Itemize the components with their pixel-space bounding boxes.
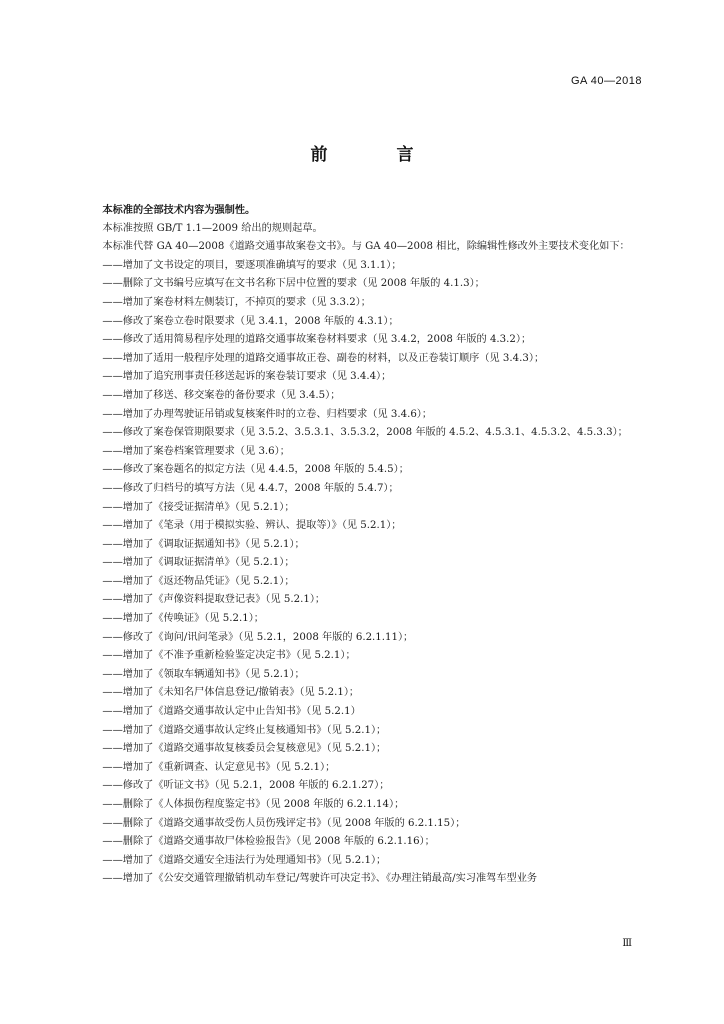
change-item: ——增加了《笔录（用于模拟实验、辨认、提取等）》（见 5.2.1）；	[102, 520, 402, 532]
paragraph-replacement: 本标准代替 GA 40—2008《道路交通事故案卷文书》。与 GA 40—2008 相比，除编辑性修改外主要技术变化如下：	[102, 241, 630, 253]
change-item: ——修改了案卷立卷时限要求（见 3.4.1，2008 年版的 4.3.1）；	[102, 315, 399, 327]
change-item: ——增加了案卷材料左侧装订，不掉页的要求（见 3.3.2）；	[102, 296, 371, 308]
change-item: ——修改了《询问/讯问笔录》（见 5.2.1，2008 年版的 6.2.1.11）；	[102, 631, 414, 643]
change-item: ——增加了《公安交通管理撤销机动车登记/驾驶许可决定书》、《办理注销最高/实习准驾车型业务	[102, 873, 538, 885]
change-item: ——修改了适用简易程序处理的道路交通事故案卷材料要求（见 3.4.2，2008 年版的 4.3.2）；	[102, 334, 532, 346]
change-item: ——增加了追究刑事责任移送起诉的案卷装订要求（见 3.4.4）；	[102, 371, 392, 383]
change-item: ——增加了《返还物品凭证》（见 5.2.1）；	[102, 575, 295, 587]
standard-code: GA 40—2018	[570, 75, 642, 87]
change-item: ——增加了移送、移交案卷的备份要求（见 3.4.5）；	[102, 389, 341, 401]
change-item: ——删除了《道路交通事故尸体检验报告》（见 2008 年版的 6.2.1.16）；	[102, 836, 435, 848]
change-item: ——增加了《未知名尸体信息登记/撤销表》（见 5.2.1）；	[102, 687, 360, 699]
change-item: ——增加了《道路交通事故复核委员会复核意见》（见 5.2.1）；	[102, 743, 387, 755]
page-number: Ⅲ	[622, 938, 632, 949]
change-item: ——修改了《听证文书》（见 5.2.1，2008 年版的 6.2.1.27）；	[102, 780, 390, 792]
change-item: ——增加了《声像资料提取登记表》（见 5.2.1）；	[102, 594, 326, 606]
change-item: ——增加了《传唤证》（见 5.2.1）；	[102, 613, 264, 625]
change-item: ——删除了《人体损伤程度鉴定书》（见 2008 年版的 6.2.1.14）；	[102, 799, 405, 810]
change-item: ——增加了《领取车辆通知书》（见 5.2.1）；	[102, 668, 305, 680]
change-item: ——增加了案卷档案管理要求（见 3.6）；	[102, 445, 290, 457]
paragraph-mandatory: 本标准的全部技术内容为强制性。	[102, 204, 256, 216]
change-item: ——修改了案卷题名的拟定方法（见 4.4.5，2008 年版的 5.4.5）；	[102, 464, 409, 476]
change-item: ——增加了办理驾驶证吊销或复核案件时的立卷、归档要求（见 3.4.6）；	[102, 408, 433, 420]
change-item: ——增加了《道路交通安全违法行为处理通知书》（见 5.2.1）；	[102, 854, 387, 866]
change-item: ——增加了《接受证据清单》（见 5.2.1）；	[102, 501, 295, 513]
change-item: ——增加了《调取证据通知书》（见 5.2.1）；	[102, 538, 305, 550]
paragraph-drafting-rules: 本标准按照 GB/T 1.1—2009 给出的规则起草。	[102, 222, 323, 234]
change-item: ——修改了归档号的填写方法（见 4.4.7，2008 年版的 5.4.7）；	[102, 482, 399, 494]
change-item: ——增加了《调取证据清单》（见 5.2.1）；	[102, 557, 295, 569]
changes-list	[82, 257, 644, 889]
change-item: ——修改了案卷保管期限要求（见 3.5.2、3.5.3.1、3.5.3.2，2008 年版的 4.5.2、4.5.3.1、4.5.3.2、4.5.3.3）；	[102, 427, 628, 439]
change-item: ——增加了文书设定的项目，要逐项准确填写的要求（见 3.1.1）；	[102, 259, 402, 271]
change-item: ——增加了适用一般程序处理的道路交通事故正卷、副卷的材料，以及正卷装订顺序（见 3.4.3）；	[102, 352, 545, 364]
change-item: ——增加了《重新调查、认定意见书》（见 5.2.1）；	[102, 761, 336, 773]
change-item: ——增加了《道路交通事故认定中止告知书》（见 5.2.1）	[102, 706, 361, 718]
foreword-body	[82, 201, 644, 889]
change-item: ——增加了《道路交通事故认定终止复核通知书》（见 5.2.1）；	[102, 724, 387, 736]
change-item: ——删除了《道路交通事故受伤人员伤残评定书》（见 2008 年版的 6.2.1.15）；	[102, 817, 466, 829]
page-title: 前 言	[310, 145, 440, 165]
change-item: ——增加了《不准予重新检验鉴定决定书》（见 5.2.1）；	[102, 650, 356, 662]
change-item: ——删除了文书编号应填写在文书名称下居中位置的要求（见 2008 年版的 4.1.3）；	[102, 278, 485, 290]
